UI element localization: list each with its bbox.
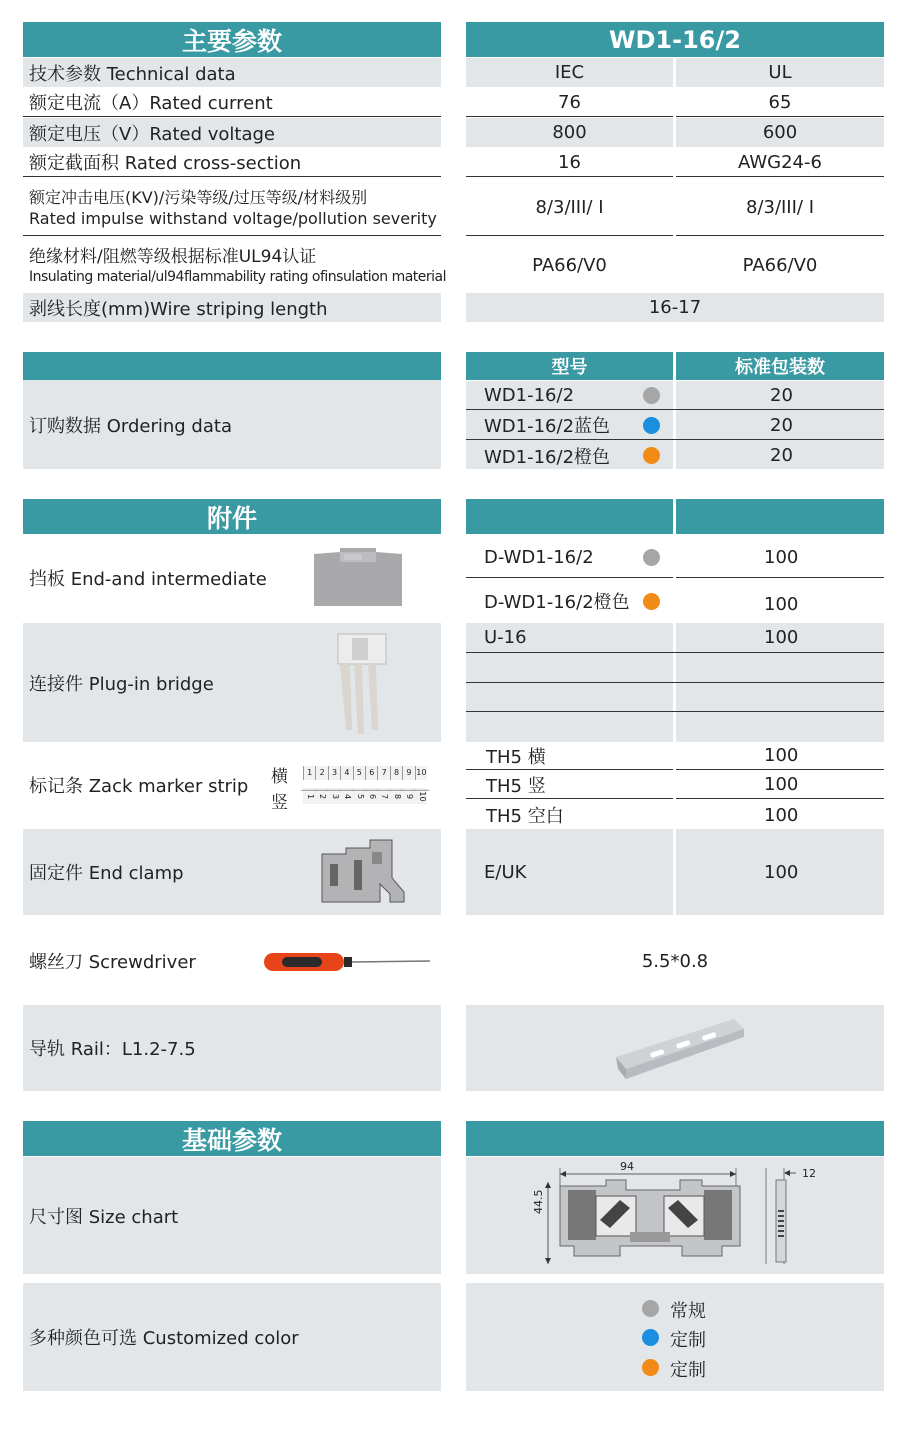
tech-label-1: 额定电流（A）Rated current xyxy=(23,88,441,117)
marker-divider xyxy=(673,742,676,800)
marker-label: 标记条 Zack marker strip xyxy=(29,776,249,797)
marker-qty-1: 100 xyxy=(764,774,799,795)
insulation-ul: PA66/V0 xyxy=(742,254,818,276)
impulse-iec: 8/3/III/ I xyxy=(466,180,673,236)
clamp-model: E/UK xyxy=(484,861,527,883)
basic-params-header: 基础参数 xyxy=(23,1121,441,1156)
end-clamp-image xyxy=(320,838,412,908)
marker-horizontal-label: 横 xyxy=(271,767,288,787)
color-option-1-name: 定制 xyxy=(670,1330,706,1351)
color-option-0 xyxy=(640,1297,760,1321)
blue-color-dot-icon xyxy=(642,1329,659,1346)
end-plate-divider-gap xyxy=(673,537,676,579)
insulation-iec: PA66/V0 xyxy=(532,254,607,276)
ordering-row-0 xyxy=(466,381,884,410)
model-header: WD1-16/2 xyxy=(466,22,884,57)
tech-label-3: 额定截面积 Rated cross-section xyxy=(23,148,441,177)
insulation-label xyxy=(23,238,447,292)
screwdriver-label: 螺丝刀 Screwdriver xyxy=(29,952,196,973)
bridge-qty: 100 xyxy=(764,627,799,648)
gray-color-dot-icon xyxy=(642,1300,659,1317)
marker-number: 6 xyxy=(365,766,377,780)
dim-depth-label: 12 xyxy=(802,1167,816,1180)
basic-right-header xyxy=(466,1121,884,1156)
marker-vertical-label: 竖 xyxy=(271,793,288,813)
marker-number: 1 xyxy=(301,790,317,802)
tech-ul-0: UL xyxy=(676,58,884,87)
main-params-header: 主要参数 xyxy=(23,22,441,57)
marker-number: 4 xyxy=(340,766,352,780)
ordering-model-1: WD1-16/2蓝色 xyxy=(484,416,611,437)
tech-iec-2: 800 xyxy=(466,118,673,147)
marker-model-1: TH5 竖 xyxy=(486,775,546,797)
ordering-qty-0: 20 xyxy=(770,384,793,406)
size-chart-label: 尺寸图 Size chart xyxy=(23,1157,441,1274)
ordering-qty-2: 20 xyxy=(770,445,793,466)
ordering-label: 订购数据 Ordering data xyxy=(23,380,441,469)
bridge-empty-row-1 xyxy=(466,654,884,683)
tech-iec-1: 76 xyxy=(466,88,673,117)
screwdriver-image xyxy=(260,948,432,976)
marker-row-2 xyxy=(466,801,884,829)
insulation-label-cn: 绝缘材料/阻燃等级根据标准UL94认证 xyxy=(29,247,317,267)
clamp-row xyxy=(466,829,884,915)
tech-label-2: 额定电压（V）Rated voltage xyxy=(23,118,441,147)
marker-number: 7 xyxy=(377,766,389,780)
ordering-left-header-bar xyxy=(23,352,441,380)
end-plate-label: 挡板 End-and intermediate xyxy=(29,569,267,590)
gray-color-dot-icon xyxy=(643,549,660,566)
marker-number: 2 xyxy=(315,766,327,780)
marker-model-0: TH5 横 xyxy=(486,746,546,768)
orange-color-dot-icon xyxy=(642,1359,659,1376)
marker-number: 7 xyxy=(376,790,392,802)
marker-number: 6 xyxy=(363,790,379,802)
color-option-2-name: 定制 xyxy=(670,1360,706,1381)
end-plate-qty-0: 100 xyxy=(764,546,799,568)
color-option-1 xyxy=(640,1326,760,1350)
strip-length-label: 剥线长度(mm)Wire striping length xyxy=(23,293,441,322)
din-rail-image xyxy=(610,1013,750,1085)
tech-label-0: 技术参数 Technical data xyxy=(23,58,441,87)
marker-number: 3 xyxy=(326,790,342,802)
impulse-label-cn: 额定冲击电压(KV)/污染等级/过压等级/材料级别 xyxy=(29,188,368,207)
accessories-right-header-b xyxy=(676,499,884,534)
marker-number: 9 xyxy=(402,766,414,780)
ordering-row-2 xyxy=(466,441,884,470)
clamp-qty: 100 xyxy=(764,861,799,883)
gray-color-dot-icon xyxy=(643,387,660,404)
marker-strip-horizontal xyxy=(303,766,427,780)
size-chart-drawing xyxy=(530,1160,830,1272)
dim-width-label: 94 xyxy=(620,1160,634,1173)
marker-number: 5 xyxy=(353,766,365,780)
orange-color-dot-icon xyxy=(643,593,660,610)
blue-color-dot-icon xyxy=(643,417,660,434)
marker-strip-vertical xyxy=(303,788,427,804)
marker-number: 10 xyxy=(413,790,429,802)
ordering-model-2: WD1-16/2橙色 xyxy=(484,446,611,468)
bridge-row-0 xyxy=(466,623,884,653)
bridge-empty-row-2 xyxy=(466,684,884,712)
orange-color-dot-icon xyxy=(643,447,660,464)
tech-iec-3: 16 xyxy=(466,148,673,177)
impulse-ul: 8/3/III/ I xyxy=(676,180,884,236)
insulation-label-en: Insulating material/ul94flammability rating ofinsulation material xyxy=(29,269,447,285)
plug-in-bridge-image xyxy=(332,630,392,736)
rail-label: 导轨 Rail：L1.2-7.5 xyxy=(23,1005,441,1091)
dim-height-label: 44.5 xyxy=(532,1189,545,1214)
color-option-0-name: 常规 xyxy=(670,1301,706,1322)
end-plate-row-1 xyxy=(466,580,884,622)
marker-number: 9 xyxy=(400,790,416,802)
accessories-header: 附件 xyxy=(23,499,441,534)
marker-number: 8 xyxy=(388,790,404,802)
marker-number: 10 xyxy=(415,766,427,780)
color-options-label: 多种颜色可选 Customized color xyxy=(23,1283,441,1391)
strip-length-value: 16-17 xyxy=(466,293,884,322)
marker-number: 1 xyxy=(303,766,315,780)
marker-model-2: TH5 空白 xyxy=(486,806,564,827)
ordering-col-model: 型号 xyxy=(466,352,673,380)
bridge-model: U-16 xyxy=(484,627,527,648)
accessories-right-header-a xyxy=(466,499,673,534)
end-plate-image xyxy=(310,548,406,608)
bridge-label: 连接件 Plug-in bridge xyxy=(23,623,441,742)
screwdriver-value: 5.5*0.8 xyxy=(641,950,709,972)
marker-number: 3 xyxy=(328,766,340,780)
marker-number: 2 xyxy=(314,790,330,802)
end-plate-model-1: D-WD1-16/2橙色 xyxy=(484,592,630,613)
end-plate-model-0: D-WD1-16/2 xyxy=(484,546,594,568)
tech-ul-1: 65 xyxy=(676,88,884,117)
end-plate-qty-1: 100 xyxy=(764,594,799,615)
tech-ul-3: AWG24-6 xyxy=(676,148,884,177)
ordering-row-1 xyxy=(466,411,884,440)
color-option-2 xyxy=(640,1356,760,1380)
tech-iec-0: IEC xyxy=(466,58,673,87)
ordering-qty-1: 20 xyxy=(770,414,793,436)
clamp-label: 固定件 End clamp xyxy=(23,829,441,915)
ordering-model-0: WD1-16/2 xyxy=(484,384,575,406)
marker-qty-2: 100 xyxy=(764,804,799,826)
marker-number: 4 xyxy=(338,790,354,802)
marker-number: 8 xyxy=(390,766,402,780)
tech-ul-2: 600 xyxy=(676,118,884,147)
ordering-col-pack: 标准包装数 xyxy=(676,352,884,380)
impulse-label xyxy=(23,180,441,236)
marker-qty-0: 100 xyxy=(764,745,799,766)
impulse-label-en: Rated impulse withstand voltage/pollution severity xyxy=(29,209,437,228)
marker-number: 5 xyxy=(351,790,367,802)
